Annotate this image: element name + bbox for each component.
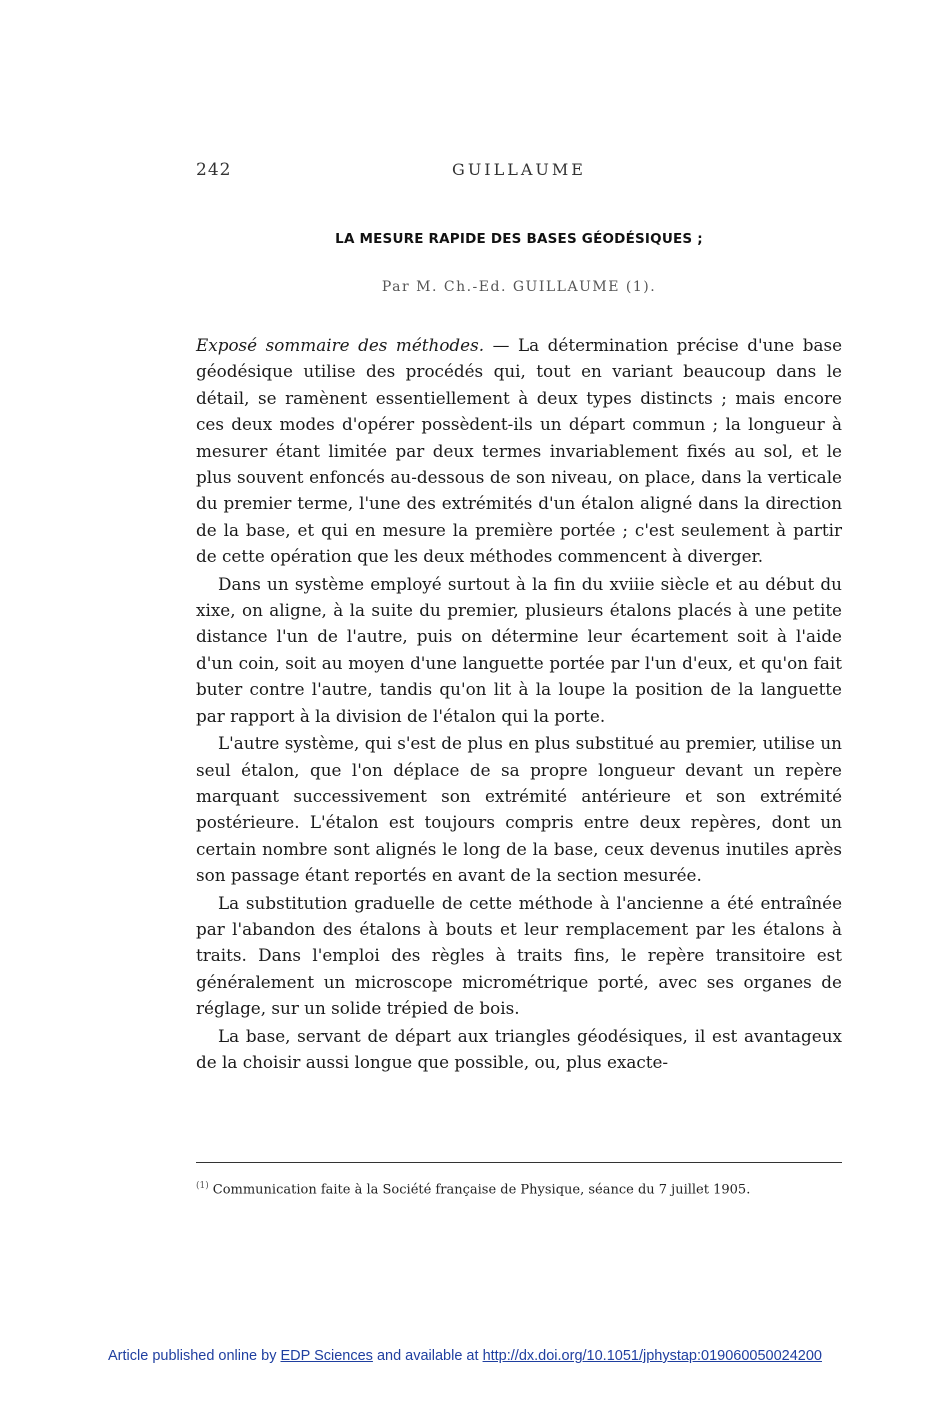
publisher-prefix: Article published online by xyxy=(108,1348,281,1364)
doi-link[interactable]: http://dx.doi.org/10.1051/jphystap:019060050024200 xyxy=(482,1348,822,1364)
running-title: GUILLAUME xyxy=(452,160,586,179)
footnote-divider xyxy=(196,1162,842,1163)
author-byline: Par M. Ch.-Ed. GUILLAUME (1). xyxy=(381,279,657,295)
paragraph-5: La base, servant de départ aux triangles géodésiques, il est avantageux de la choisir aussi longue que possible, ou, plus exacte- xyxy=(196,1025,842,1072)
article-title: LA MESURE RAPIDE DES BASES GÉODÉSIQUES ; xyxy=(335,231,703,247)
page-number: 242 xyxy=(196,160,232,180)
article-body xyxy=(196,332,842,1075)
paragraph-4: La substitution graduelle de cette méthode à l'ancienne a été entraînée par l'abandon des étalons à bouts et leur remplacement par les étalons à traits. Dans l'emploi des règles à traits fins, le repère transitoire est généralement un microscope micrométrique porté, avec ses organes de réglage, sur un solide trépied de bois. xyxy=(196,892,842,1019)
publisher-link[interactable]: EDP Sciences xyxy=(280,1348,373,1364)
footnote-mark: (1) xyxy=(196,1181,209,1191)
paragraph-2: Dans un système employé surtout à la fin du xviiie siècle et au début du xixe, on aligne, à la suite du premier, plusieurs étalons placés à une petite distance l'un de l'autre, puis on détermine leur écartement soit à l'aide d'un coin, soit au moyen d'une languette portée par l'un d'eux, et qu'on fait buter contre l'autre, tandis qu'on lit à la loupe la position de la languette par rapport à la division de l'étalon qui la porte. xyxy=(196,573,842,726)
running-head xyxy=(196,160,842,184)
publisher-middle: and available at xyxy=(372,1348,483,1364)
publisher-notice xyxy=(0,1348,930,1364)
paragraph-1 xyxy=(196,332,842,570)
paragraph-3: L'autre système, qui s'est de plus en plus substitué au premier, utilise un seul étalon, que l'on déplace de sa propre longueur devant un repère marquant successivement son extrémité antérieure et son extrémité postérieure. L'étalon est toujours compris entre deux repères, dont un certain nombre sont alignés le long de la base, ceux devenus inutiles après son passage étant reportés en avant de la section mesurée. xyxy=(196,733,842,886)
paragraph-1-text: — La détermination précise d'une base géodésique utilise des procédés qui, tout en variant beaucoup dans le détail, se ramènent essentiellement à deux types distincts ; mais encore ces deux modes d'opérer possèdent-ils un départ commun ; la longueur à mesurer étant limitée par deux termes invariablement fixés au sol, et le plus souvent enfoncés au-dessous de son niveau, on place, dans la verticale du premier terme, l'une des extrémités d'un étalon aligné dans la direction de la base, et qui en mesure la première portée ; c'est seulement à partir de cette opération que les deux méthodes commencent à diverger. xyxy=(196,335,842,567)
footnote-text: Communication faite à la Société française de Physique, séance du 7 juillet 1905. xyxy=(212,1182,751,1198)
footnote xyxy=(196,1178,842,1198)
section-lead-in: Exposé sommaire des méthodes. xyxy=(196,335,485,355)
